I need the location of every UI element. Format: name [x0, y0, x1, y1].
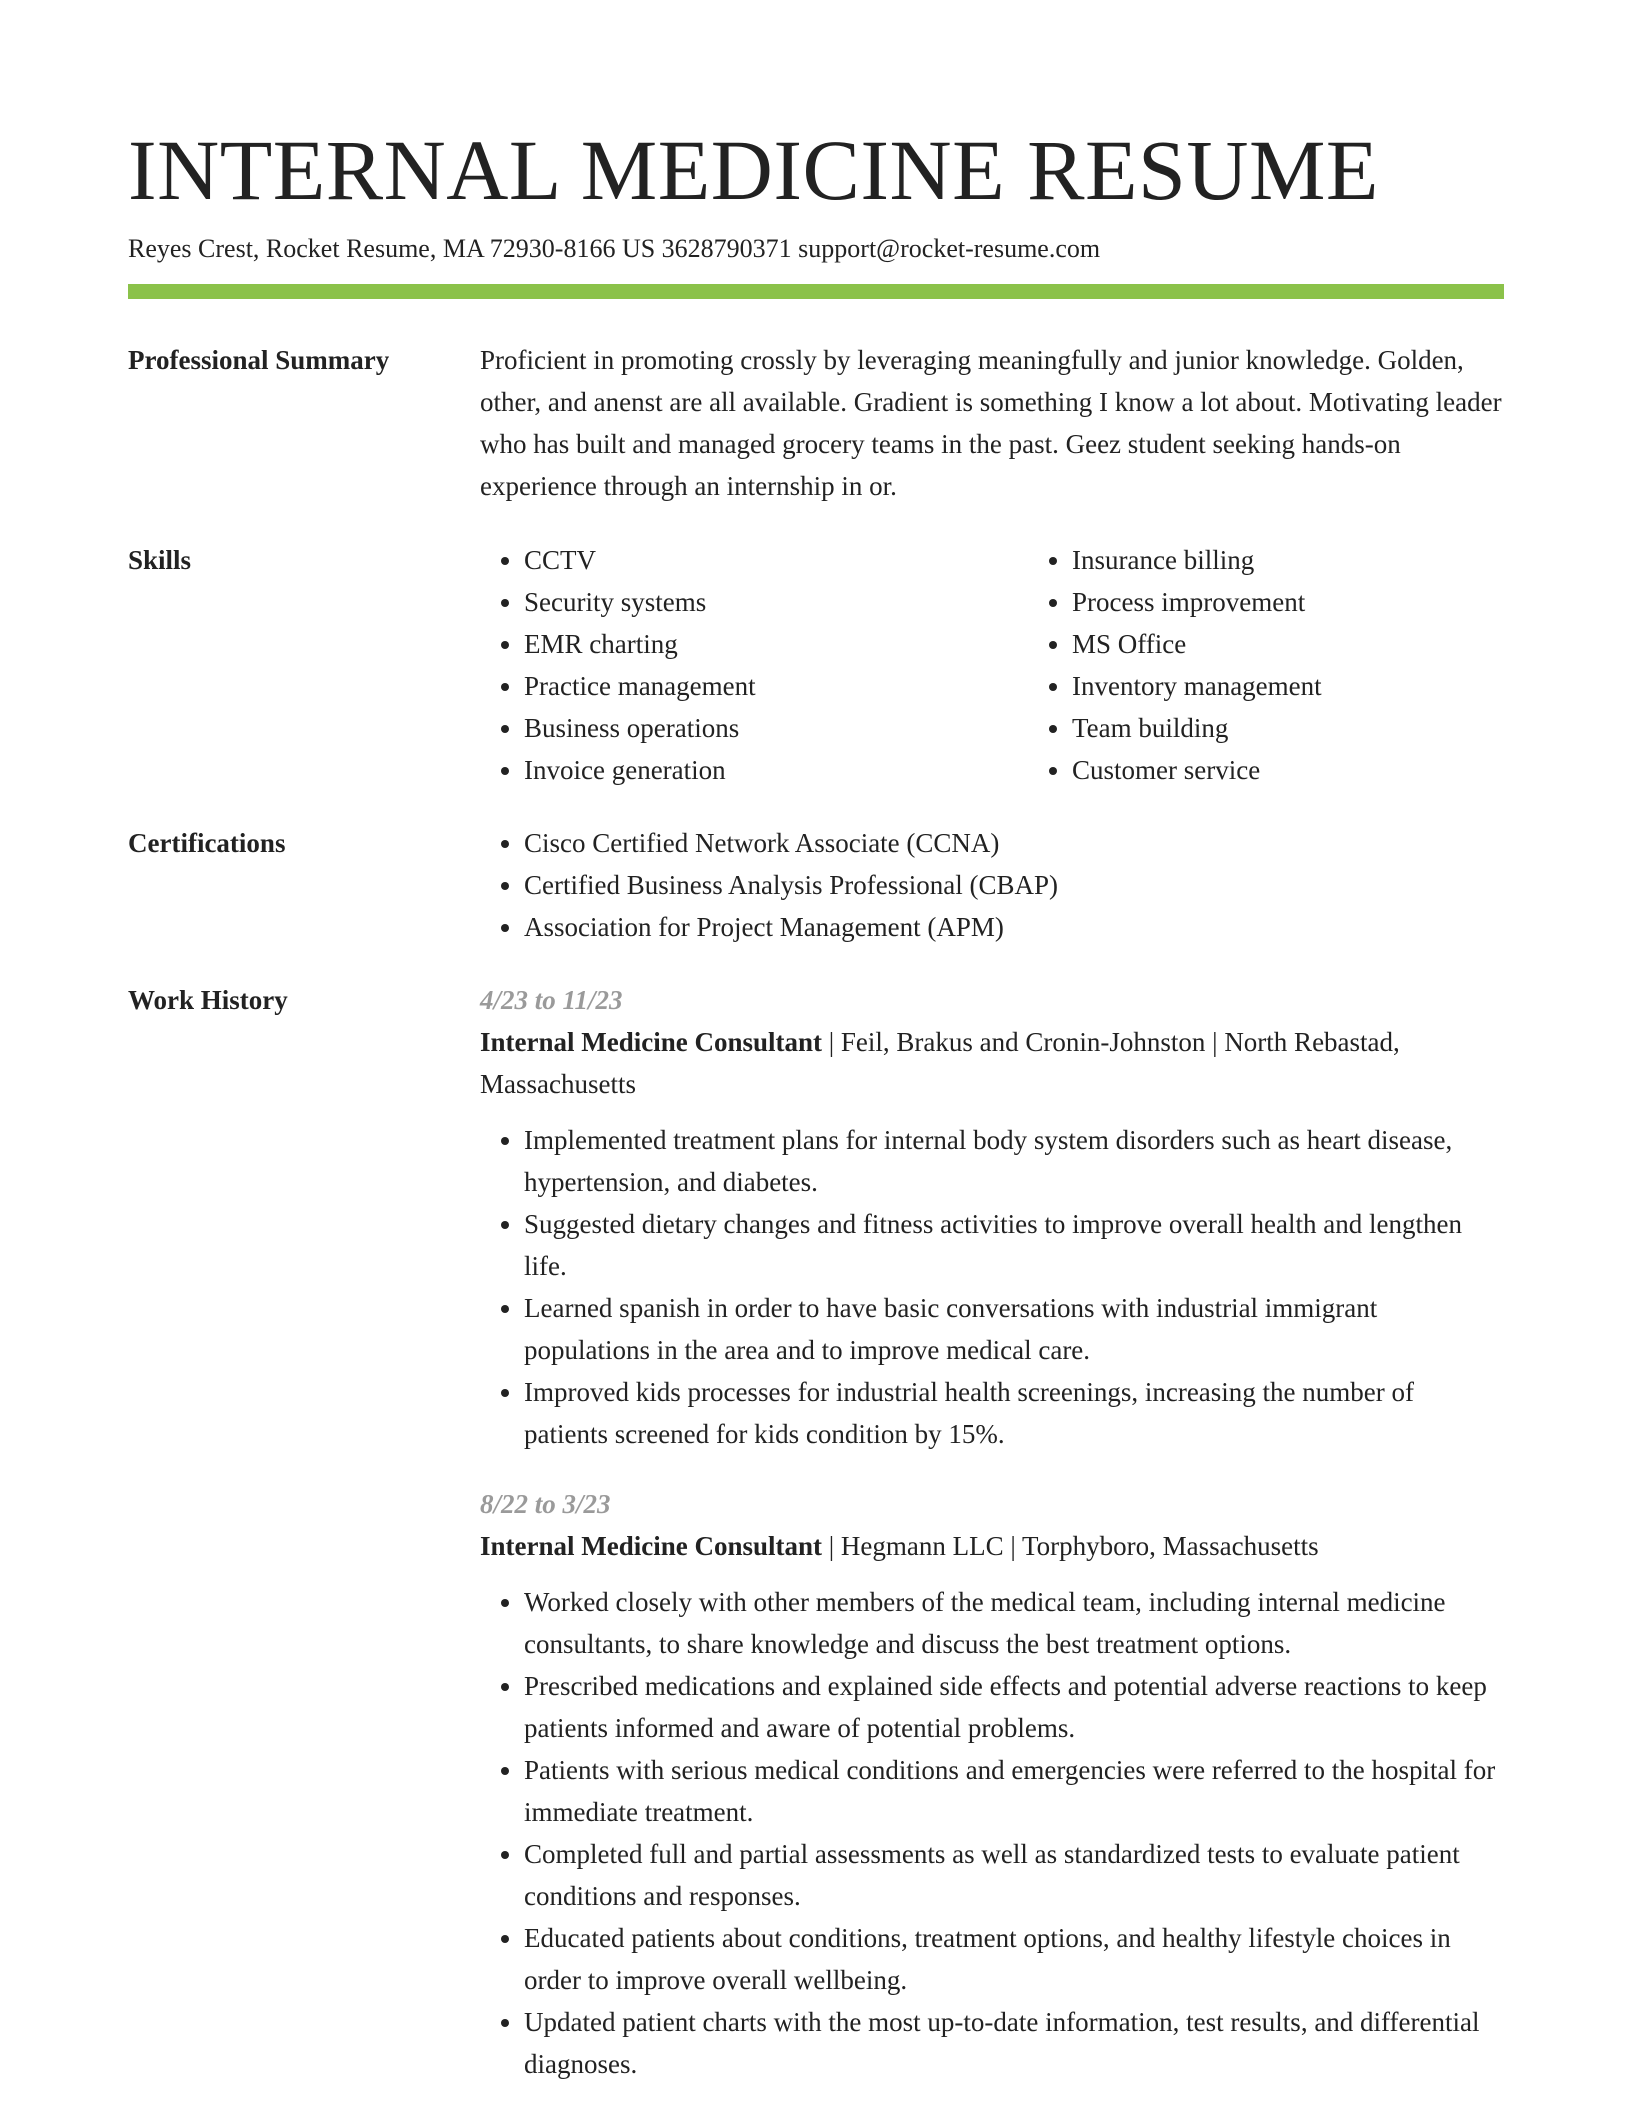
job-bullet: • Suggested dietary changes and fitness activities to improve overall health and lengthen life. — [524, 1203, 1504, 1287]
summary-label: Professional Summary — [128, 345, 390, 375]
certifications-list — [480, 822, 1504, 948]
skill-item: • Business operations — [524, 707, 1028, 749]
skill-item: • Insurance billing — [1072, 539, 1572, 581]
job-bullet: • Patients with serious medical conditions and emergencies were referred to the hospital for immediate treatment. — [524, 1749, 1504, 1833]
certifications-label: Certifications — [128, 828, 286, 858]
skills-section — [128, 539, 1504, 791]
job-bullet: • Implemented treatment plans for internal body system disorders such as heart disease, hypertension, and diabetes. — [524, 1119, 1504, 1203]
skill-item: • CCTV — [524, 539, 1028, 581]
job-dates: 8/22 to 3/23 — [480, 1489, 611, 1519]
job-dates: 4/23 to 11/23 — [480, 985, 623, 1015]
job-bullets — [480, 1581, 1504, 2085]
certification-item: • Certified Business Analysis Professional (CBAP) — [524, 864, 1504, 906]
job-details: | Feil, Brakus and Cronin-Johnston | North Rebastad, Massachusetts — [480, 1027, 1400, 1099]
certification-item: • Association for Project Management (APM) — [524, 906, 1504, 948]
job-bullet: • Educated patients about conditions, treatment options, and healthy lifestyle choices in order to improve overall wellbeing. — [524, 1917, 1504, 2001]
resume-title: INTERNAL MEDICINE RESUME — [128, 122, 1379, 218]
skills-list-left — [480, 539, 1028, 791]
resume-page — [128, 120, 1504, 2085]
job-heading — [480, 1021, 1504, 1105]
job-title: Internal Medicine Consultant — [480, 1531, 823, 1561]
job-bullet: • Improved kids processes for industrial health screenings, increasing the number of patients screened for kids condition by 15%. — [524, 1371, 1504, 1455]
skill-item: • Security systems — [524, 581, 1028, 623]
job-title: Internal Medicine Consultant — [480, 1027, 823, 1057]
summary-text: Proficient in promoting crossly by leveraging meaningfully and junior knowledge. Golden, other, and anenst are all available. Gradient is something I know a lot about. Motivating leader who has built and managed grocery teams in the past. Geez student seeking hands-on experience through an internship in or. — [480, 345, 1502, 501]
job-bullet: • Prescribed medications and explained side effects and potential adverse reactions to keep patients informed and aware of potential problems. — [524, 1665, 1504, 1749]
skill-item: • Inventory management — [1072, 665, 1572, 707]
contact-line: Reyes Crest, Rocket Resume, MA 72930-8166 US 3628790371 support@rocket-resume.com — [128, 234, 1101, 263]
skill-item: • Team building — [1072, 707, 1572, 749]
work-history-label: Work History — [128, 985, 288, 1015]
certifications-section — [128, 822, 1504, 948]
skill-item: • Process improvement — [1072, 581, 1572, 623]
job-heading — [480, 1525, 1504, 1567]
certification-item: • Cisco Certified Network Associate (CCNA) — [524, 822, 1504, 864]
skill-item: • MS Office — [1072, 623, 1572, 665]
skills-list-right — [1028, 539, 1572, 791]
skill-item: • Invoice generation — [524, 749, 1028, 791]
accent-divider — [128, 284, 1504, 299]
skill-item: • Customer service — [1072, 749, 1572, 791]
skill-item: • Practice management — [524, 665, 1028, 707]
summary-section — [128, 339, 1504, 507]
work-history-section — [128, 979, 1504, 2085]
job-entry — [480, 979, 1504, 1455]
job-bullet: • Completed full and partial assessments as well as standardized tests to evaluate patient conditions and responses. — [524, 1833, 1504, 1917]
job-bullet: • Updated patient charts with the most up-to-date information, test results, and differential diagnoses. — [524, 2001, 1504, 2085]
job-bullet: • Worked closely with other members of the medical team, including internal medicine consultants, to share knowledge and discuss the best treatment options. — [524, 1581, 1504, 1665]
job-entry — [480, 1483, 1504, 2085]
job-bullets — [480, 1119, 1504, 1455]
job-bullet: • Learned spanish in order to have basic conversations with industrial immigrant populations in the area and to improve medical care. — [524, 1287, 1504, 1371]
skills-label: Skills — [128, 545, 192, 575]
job-details: | Hegmann LLC | Torphyboro, Massachusetts — [822, 1531, 1319, 1561]
skill-item: • EMR charting — [524, 623, 1028, 665]
